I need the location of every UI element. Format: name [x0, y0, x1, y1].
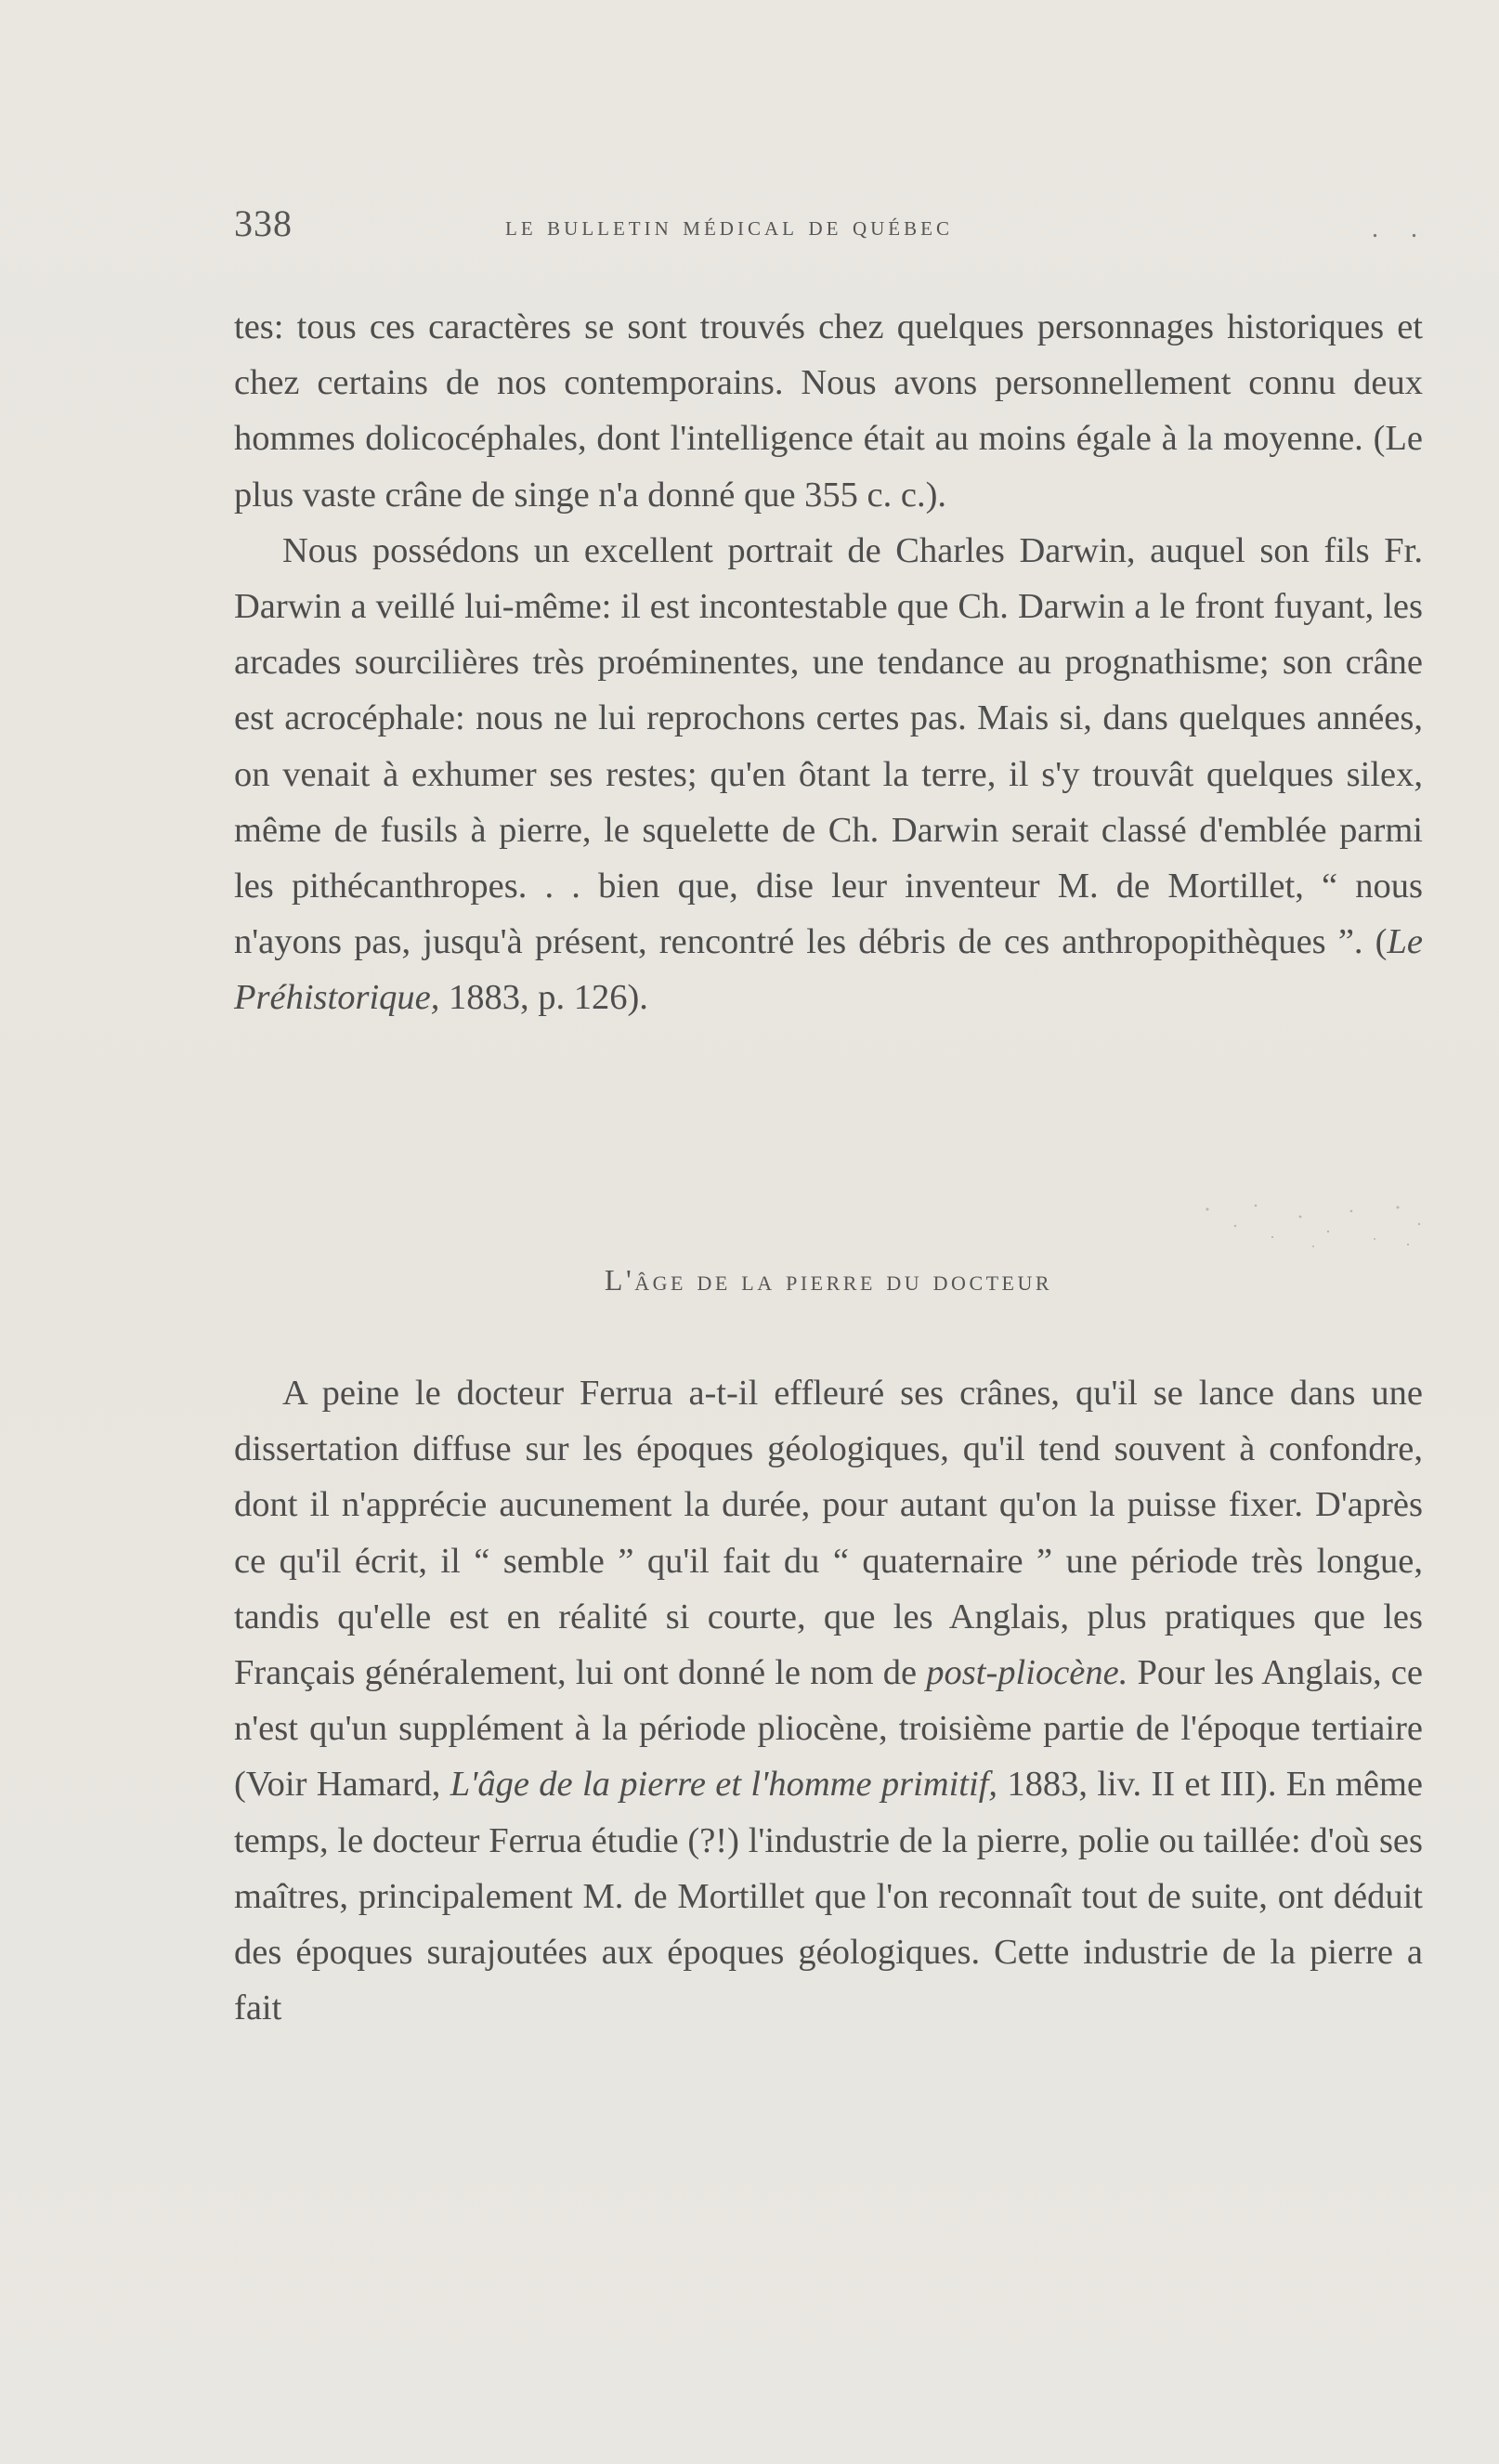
text-section-1 — [234, 299, 1423, 1026]
paragraph-text: 1883, p. 126). — [439, 978, 648, 1018]
paragraph-text: 1883, liv. II et III). En même temps, le docteur Ferrua étudie (?!) l'industrie de la pierre, polie ou taillée: d'où ses maîtres, principalement M. de Mortillet que l'on reconnaît tout de suite, ont déduit des époques surajoutées aux époques géologiques. Cette industrie de la pierre a fait — [234, 1765, 1423, 2028]
text-section-2 — [234, 1365, 1423, 2036]
header-marks: . . — [1372, 215, 1430, 243]
paragraph-text: tes: tous ces caractères se sont trouvés chez quelques personnages historiques et chez certains de nos contemporains. Nous avons personnellement connu deux hommes dolicocéphales, dont l'intelligence était au moins égale à la moyenne. (Le plus vaste crâne de singe n'a donné que 355 c. c.). — [234, 307, 1423, 515]
section-heading-initial: L — [604, 1263, 626, 1297]
paragraph-darwin — [234, 523, 1423, 1026]
citation-title: L'âge de la pierre et l'homme primitif, — [450, 1765, 998, 1805]
paragraph-text: A peine le docteur Ferrua a-t-il effleuré ses crânes, qu'il se lance dans une dissertation diffuse sur les époques géologiques, qu'il tend souvent à confondre, dont il n'apprécie aucunement la durée, pour autant qu'on la puisse fixer. D'après ce qu'il écrit, il “ semble ” qu'il fait du “ quaternaire ” une période très longue, tandis qu'elle est en réalité si courte, que les Anglais, plus pratiques que les Français généralement, lui ont donné le nom de — [234, 1374, 1423, 1693]
section-heading — [234, 1263, 1423, 1297]
running-head: le bulletin médical de québec — [505, 211, 953, 241]
paragraph-stone-age — [234, 1365, 1423, 2036]
page-header — [234, 190, 1432, 246]
citation-title: Le Préhistorique, — [234, 922, 1423, 1018]
print-specks-decoration — [1198, 1198, 1430, 1254]
paragraph-text: Pour les Anglais, ce n'est qu'un supplément à la période pliocène, troisième partie de l'époque tertiaire (Voir Hamard, — [234, 1653, 1423, 1805]
page-number: 338 — [234, 202, 293, 244]
paragraph-text: Nous possédons un excellent portrait de Charles Darwin, auquel son fils Fr. Darwin a veillé lui-même: il est incontestable que Ch. Darwin a le front fuyant, les arcades sourcilières très proéminentes, une tendance au prognathisme; son crâne est acrocéphale: nous ne lui reprochons certes pas. Mais si, dans quelques années, on venait à exhumer ses restes; qu'en ôtant la terre, il s'y trouvât quelques silex, même de fusils à pierre, le squelette de Ch. Darwin serait classé d'emblée parmi les pithécanthropes. . . bien que, dise leur inventeur M. de Mortillet, “ nous n'ayons pas, jusqu'à présent, rencontré les débris de ces anthropopithèques ”. ( — [234, 530, 1423, 962]
italic-term: post-pliocène. — [926, 1653, 1128, 1693]
section-heading-text: 'âge de la pierre du docteur — [625, 1263, 1053, 1297]
paragraph-continued — [234, 299, 1423, 523]
